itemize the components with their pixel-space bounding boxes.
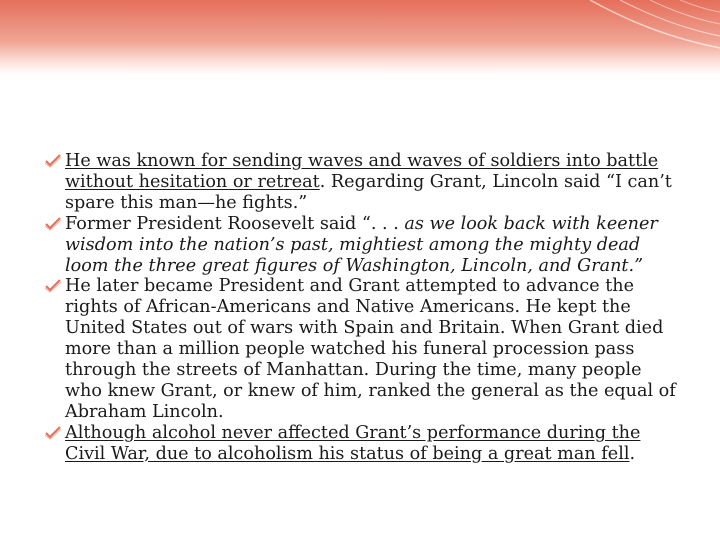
- list-item: [44, 423, 680, 465]
- checkmark-bullet-icon: [44, 425, 62, 441]
- bullet-text: Former President Roosevelt said “. . .: [65, 213, 405, 234]
- bullet-underlined-text: He was known for sending waves and waves of soldiers into battle without hesitation or retreat: [65, 151, 659, 192]
- bullet-text: .: [629, 443, 636, 464]
- bullet-text: . Regarding Grant, Lincoln said “I can’t spare this man—he fights.”: [65, 171, 672, 213]
- checkmark-bullet-icon: [44, 216, 62, 232]
- list-item: [44, 151, 680, 214]
- bullet-italic-quote: as we look back with keener wisdom into the nation’s past, mightiest among the mighty dead loom the three great figures of Washington, Lincoln, and Grant.”: [65, 213, 658, 276]
- bullet-list: [44, 151, 680, 465]
- header-banner: [0, 0, 720, 75]
- decorative-swoosh: [0, 0, 720, 75]
- bullet-underlined-text: Although alcohol never affected Grant’s performance during the Civil War, due to alcoholism his status of being a great man fell: [65, 422, 641, 464]
- bullet-text: He later became President and Grant attempted to advance the rights of African-Americans and Native Americans. He kept the United States out of wars with Spain and Britain. When Grant died more than a million people watched his funeral procession pass through the streets of Manhattan. During the time, many people who knew Grant, or knew of him, ranked the general as the equal of Abraham Lincoln.: [65, 276, 676, 422]
- checkmark-bullet-icon: [44, 278, 62, 294]
- checkmark-bullet-icon: [44, 153, 62, 169]
- list-item: [44, 214, 680, 277]
- list-item: [44, 276, 680, 422]
